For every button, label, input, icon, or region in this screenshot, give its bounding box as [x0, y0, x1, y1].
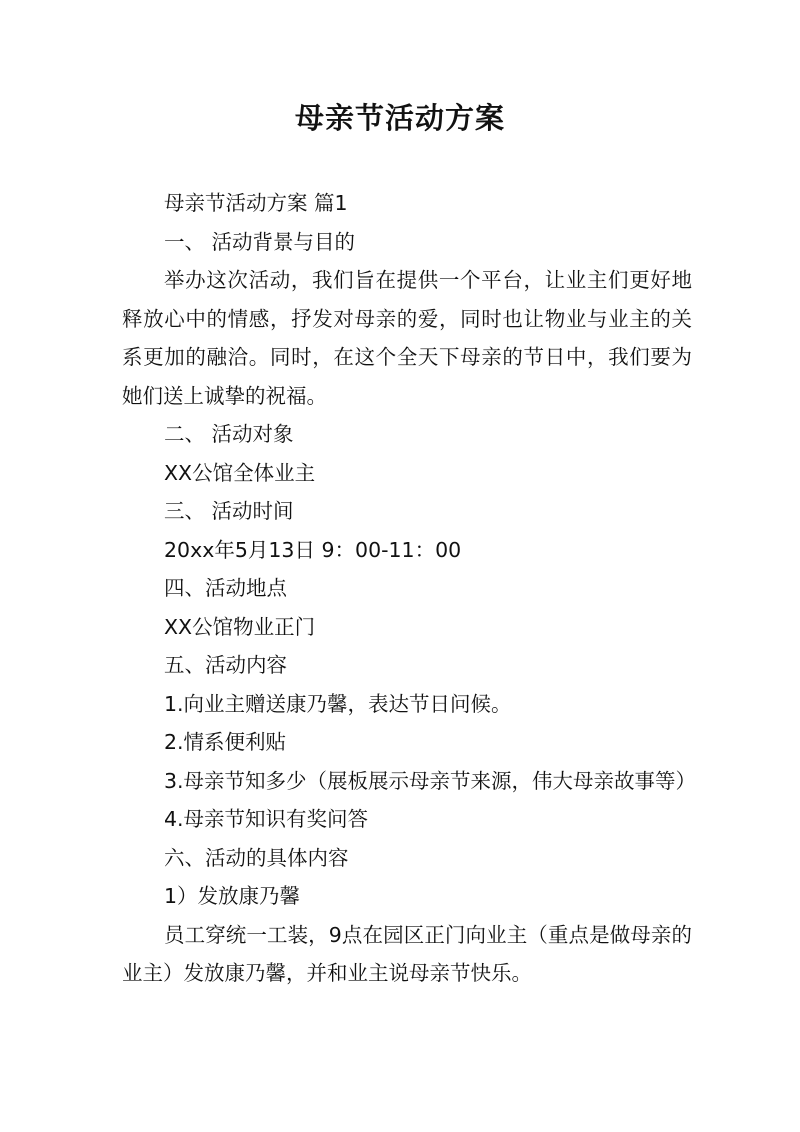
- document-title: 母亲节活动方案: [294, 101, 505, 135]
- list-item: 3.母亲节知多少（展板展示母亲节来源，伟大母亲故事等）: [164, 768, 697, 793]
- sub-heading: 1）发放康乃馨: [164, 884, 301, 908]
- body-line: XX公馆物业正门: [164, 614, 316, 639]
- body-line: XX公馆全体业主: [164, 460, 316, 485]
- section-heading: 三、 活动时间: [164, 499, 294, 523]
- body-paragraph: 员工穿统一工装，9点在园区正门向业主（重点是做母亲的业主）发放康乃馨，并和业主说母亲节快乐。: [122, 922, 692, 985]
- list-item: 1.向业主赠送康乃馨，表达节日问候。: [164, 691, 512, 716]
- list-item: 4.母亲节知识有奖问答: [164, 807, 369, 831]
- list-item: 2.情系便利贴: [164, 730, 287, 754]
- section-heading: 一、 活动背景与目的: [164, 229, 356, 254]
- document-body: [122, 184, 697, 993]
- section-heading: 二、 活动对象: [164, 422, 294, 446]
- section-heading: 五、活动内容: [164, 653, 287, 677]
- body-line: 20xx年5月13日 9：00-11：00: [164, 537, 462, 562]
- section-heading: 六、活动的具体内容: [164, 845, 349, 870]
- body-paragraph: 举办这次活动，我们旨在提供一个平台，让业主们更好地释放心中的情感，抒发对母亲的爱，同时也让物业与业主的关系更加的融洽。同时，在这个全天下母亲的节日中，我们要为她们送上诚挚的祝福。: [122, 268, 692, 408]
- section-heading: 四、活动地点: [164, 576, 287, 600]
- section-heading: 母亲节活动方案 篇1: [164, 191, 348, 215]
